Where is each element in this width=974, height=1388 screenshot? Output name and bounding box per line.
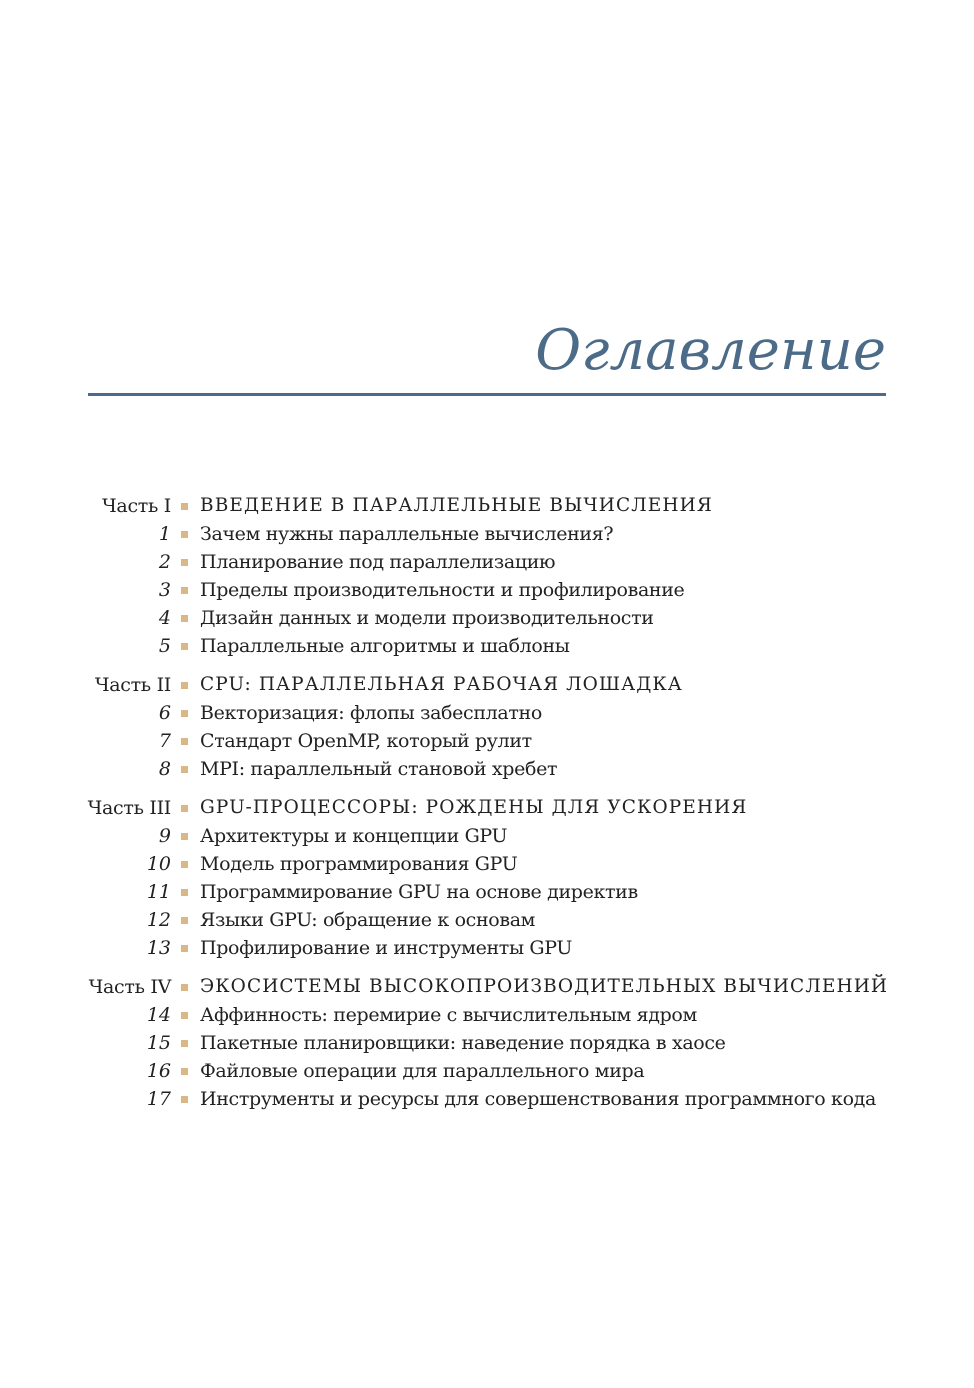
bullet-square-icon [181,615,188,622]
chapter-number: 8 [158,758,171,780]
chapter-row[interactable] [0,878,974,906]
chapter-title: MPI: параллельный становой хребет [200,758,558,780]
chapter-row[interactable] [0,755,974,783]
chapter-number: 14 [146,1004,171,1026]
part-title: ВВЕДЕНИЕ В ПАРАЛЛЕЛЬНЫЕ ВЫЧИСЛЕНИЯ [200,495,713,516]
chapter-row[interactable] [0,1057,974,1085]
chapter-title: Программирование GPU на основе директив [200,881,638,903]
chapter-title: Файловые операции для параллельного мира [200,1060,645,1082]
bullet-square-icon [181,833,188,840]
bullet-square-icon [181,1068,188,1075]
bullet-square-icon [181,1096,188,1103]
part-label: Часть I [102,495,171,517]
chapter-number: 6 [158,702,171,724]
part-title: ЭКОСИСТЕМЫ ВЫСОКОПРОИЗВОДИТЕЛЬНЫХ ВЫЧИСЛЕНИЙ [200,976,889,997]
bullet-square-icon [181,531,188,538]
page-title: Оглавление [535,318,886,383]
chapter-row[interactable] [0,850,974,878]
chapter-title: Пределы производительности и профилирование [200,579,685,601]
part-heading-row[interactable] [0,973,974,1001]
bullet-square-icon [181,738,188,745]
part-label: Часть III [87,797,171,819]
chapter-title: Параллельные алгоритмы и шаблоны [200,635,570,657]
chapter-number: 5 [158,635,171,657]
chapter-number: 3 [158,579,171,601]
chapter-number: 13 [146,937,171,959]
bullet-square-icon [181,559,188,566]
chapter-row[interactable] [0,822,974,850]
part-title: CPU: ПАРАЛЛЕЛЬНАЯ РАБОЧАЯ ЛОШАДКА [200,674,683,695]
part-title: GPU-ПРОЦЕССОРЫ: РОЖДЕНЫ ДЛЯ УСКОРЕНИЯ [200,797,748,818]
chapter-title: Пакетные планировщики: наведение порядка в хаосе [200,1032,726,1054]
chapter-row[interactable] [0,727,974,755]
chapter-row[interactable] [0,1085,974,1113]
part-label: Часть II [94,674,171,696]
chapter-number: 2 [158,551,171,573]
bullet-square-icon [181,503,188,510]
chapter-title: Модель программирования GPU [200,853,518,875]
title-underline [88,393,886,396]
toc-part-3 [0,794,974,962]
chapter-title: Дизайн данных и модели производительности [200,607,654,629]
toc-part-4 [0,973,974,1113]
toc-part-1 [0,492,974,660]
chapter-title: Профилирование и инструменты GPU [200,937,573,959]
bullet-square-icon [181,1040,188,1047]
chapter-row[interactable] [0,576,974,604]
chapter-title: Аффинность: перемирие с вычислительным ядром [200,1004,697,1026]
table-of-contents [0,492,974,1124]
chapter-title: Стандарт OpenMP, который рулит [200,730,532,752]
bullet-square-icon [181,984,188,991]
chapter-row[interactable] [0,548,974,576]
chapter-row[interactable] [0,699,974,727]
chapter-title: Зачем нужны параллельные вычисления? [200,523,614,545]
chapter-number: 9 [158,825,171,847]
chapter-row[interactable] [0,520,974,548]
chapter-number: 17 [146,1088,171,1110]
chapter-row[interactable] [0,632,974,660]
chapter-title: Архитектуры и концепции GPU [200,825,508,847]
chapter-title: Инструменты и ресурсы для совершенствования программного кода [200,1088,876,1110]
chapter-number: 15 [146,1032,171,1054]
bullet-square-icon [181,805,188,812]
chapter-number: 16 [146,1060,171,1082]
bullet-square-icon [181,917,188,924]
chapter-row[interactable] [0,934,974,962]
bullet-square-icon [181,766,188,773]
chapter-row[interactable] [0,1001,974,1029]
chapter-number: 12 [146,909,171,931]
chapter-title: Планирование под параллелизацию [200,551,556,573]
part-heading-row[interactable] [0,671,974,699]
chapter-row[interactable] [0,906,974,934]
chapter-title: Векторизация: флопы забесплатно [200,702,542,724]
chapter-row[interactable] [0,604,974,632]
chapter-number: 7 [158,730,171,752]
chapter-title: Языки GPU: обращение к основам [200,909,536,931]
chapter-number: 10 [146,853,171,875]
bullet-square-icon [181,945,188,952]
bullet-square-icon [181,889,188,896]
bullet-square-icon [181,643,188,650]
bullet-square-icon [181,682,188,689]
chapter-number: 4 [158,607,171,629]
part-heading-row[interactable] [0,794,974,822]
part-heading-row[interactable] [0,492,974,520]
chapter-row[interactable] [0,1029,974,1057]
toc-part-2 [0,671,974,783]
bullet-square-icon [181,861,188,868]
bullet-square-icon [181,587,188,594]
bullet-square-icon [181,710,188,717]
bullet-square-icon [181,1012,188,1019]
chapter-number: 1 [158,523,171,545]
part-label: Часть IV [88,976,171,998]
chapter-number: 11 [146,881,171,903]
